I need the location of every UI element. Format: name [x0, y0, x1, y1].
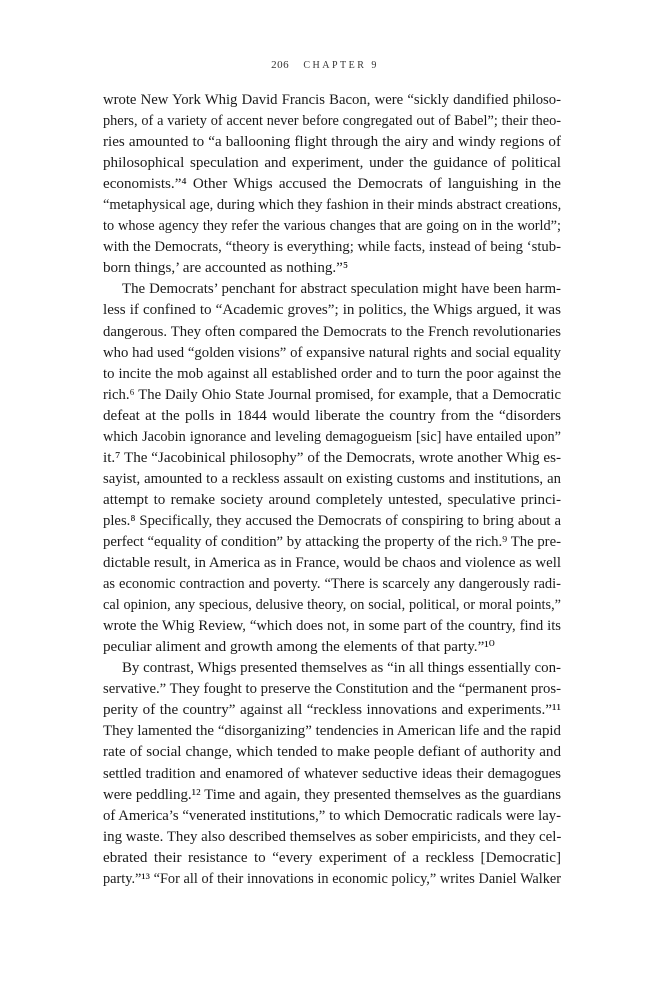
text-line: The Democrats’ penchant for abstract speculation might have been harm- [122, 281, 561, 298]
running-head [0, 59, 650, 71]
text-line: dangerous. They often compared the Democrats to the French revolutionaries [103, 323, 561, 340]
page-number: 206 [271, 59, 290, 71]
text-line: By contrast, Whigs presented themselves as “in all things essentially con- [122, 660, 561, 677]
body-text [103, 90, 561, 890]
text-line: ing waste. They also described themselves as sober empiricists, and they cel- [103, 828, 561, 845]
text-line: attempt to remake society around completely untested, speculative princi- [103, 491, 561, 508]
text-line: servative.” They fought to preserve the Constitution and the “permanent pros- [103, 681, 561, 698]
text-line: philosophical speculation and experiment, under the guidance of political [103, 155, 561, 172]
text-line: it.⁷ The “Jacobinical philosophy” of the Democrats, wrote another Whig es- [103, 449, 561, 466]
text-line: peculiar aliment and growth among the elements of that party.”¹⁰ [103, 639, 495, 656]
text-line: rich.⁶ The Daily Ohio State Journal promised, for example, that a Democratic [103, 386, 561, 403]
text-line: to whose agency they refer the various changes that are going on in the world”; [103, 218, 561, 235]
text-line: dictable result, in America as in France, would be chaos and violence as well [103, 555, 561, 572]
text-line: born things,’ are accounted as nothing.”⁵ [103, 260, 349, 277]
text-line: sayist, amounted to a reckless assault on existing customs and institutions, an [103, 470, 561, 487]
text-line: of America’s “venerated institutions,” to which Democratic radicals were lay- [103, 807, 561, 824]
text-line: were peddling.¹² Time and again, they presented themselves as the guardians [103, 786, 561, 803]
chapter-label: CHAPTER 9 [303, 60, 379, 71]
text-line: economists.”⁴ Other Whigs accused the Democrats of languishing in the [103, 176, 561, 193]
text-line: to incite the mob against all established order and to turn the poor against the [103, 365, 561, 382]
text-line: wrote the Whig Review, “which does not, in some part of the country, find its [103, 618, 561, 635]
text-line: party.”¹³ “For all of their innovations in economic policy,” writes Daniel Walker [103, 870, 561, 887]
text-line: rate of social change, which tended to make people defiant of authority and [103, 744, 561, 761]
text-line: “metaphysical age, during which they fashion in their minds abstract creations, [103, 197, 561, 214]
text-line: who had used “golden visions” of expansive natural rights and social equality [103, 344, 561, 361]
text-line: They lamented the “disorganizing” tendencies in American life and the rapid [103, 723, 561, 740]
text-line: ples.⁸ Specifically, they accused the Democrats of conspiring to bring about a [103, 512, 561, 529]
text-line: wrote New York Whig David Francis Bacon, were “sickly dandified philoso- [103, 92, 561, 108]
text-line: with the Democrats, “theory is everything; while facts, instead of being ‘stub- [103, 239, 561, 256]
text-line: ebrated their resistance to “every experiment of a reckless [Democratic] [103, 849, 561, 866]
text-line: perity of the country” against all “reckless innovations and experiments.”¹¹ [103, 702, 561, 719]
text-line: phers, of a variety of accent never before congregated out of Babel”; their theo- [103, 113, 561, 130]
text-line: which Jacobin ignorance and leveling demagogueism [sic] have entailed upon” [103, 428, 561, 445]
text-line: ries amounted to “a ballooning flight through the airy and windy regions of [103, 134, 561, 151]
text-line: perfect “equality of condition” by attacking the property of the rich.⁹ The pre- [103, 533, 561, 550]
text-line: defeat at the polls in 1844 would liberate the country from the “disorders [103, 407, 561, 424]
text-line: less if confined to “Academic groves”; in politics, the Whigs argued, it was [103, 302, 561, 319]
text-line: settled tradition and enamored of whatever seductive ideas their demagogues [103, 765, 561, 782]
text-line: as economic contraction and poverty. “There is scarcely any dangerously radi- [103, 576, 561, 593]
text-line: cal opinion, any specious, delusive theory, on social, political, or moral points,” [103, 597, 561, 614]
